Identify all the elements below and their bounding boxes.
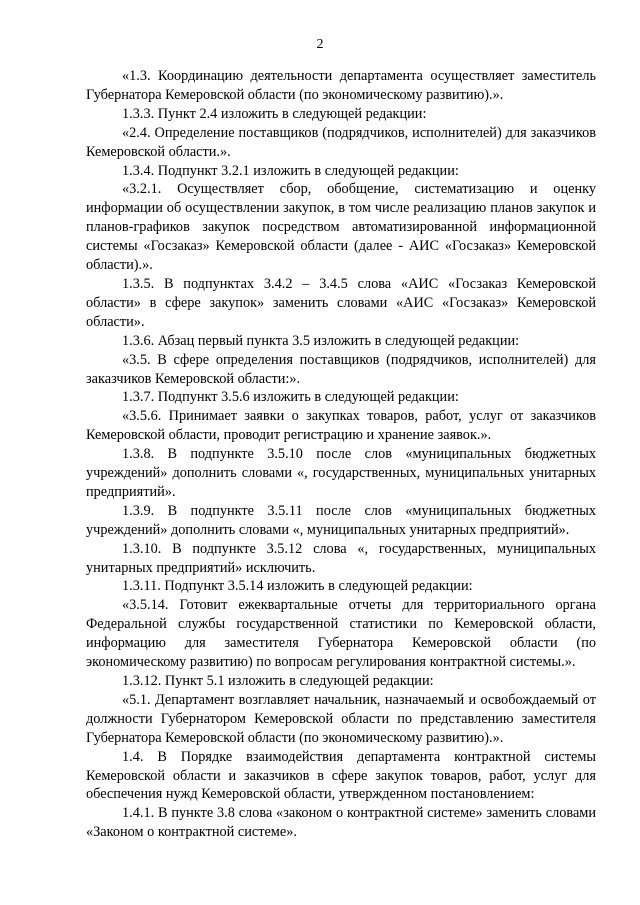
paragraph-1-3-coordination: «1.3. Координацию деятельности департамента осуществляет заместитель Губернатора Кемеровской области (по экономическому развитию).». xyxy=(86,68,596,103)
paragraph-3-5-14-quote: «3.5.14. Готовит ежеквартальные отчеты для территориального органа Федеральной службы государственной статистики по Кемеровской области, информацию для заместителя Губернатора Кемеровской области (по экономическому развитию) по вопросам регулирования контрактной системы.». xyxy=(86,597,596,671)
page-number: 2 xyxy=(316,37,324,52)
paragraph-1-3-3: 1.3.3. Пункт 2.4 изложить в следующей редакции: xyxy=(122,105,427,122)
paragraph-1-4-1: 1.4.1. В пункте 3.8 слова «законом о контрактной системе» заменить словами «Законом о контрактной системе». xyxy=(86,805,596,841)
document-body xyxy=(86,67,596,842)
paragraph-1-3-10: 1.3.10. В подпункте 3.5.12 слова «, государственных, муниципальных унитарных предприятий» исключить. xyxy=(86,540,596,576)
paragraph-2-4-quote: «2.4. Определение поставщиков (подрядчиков, исполнителей) для заказчиков Кемеровской области.». xyxy=(86,124,596,160)
paragraph-1-4: 1.4. В Порядке взаимодействия департамента контрактной системы Кемеровской области и заказчиков в сфере закупок товаров, работ, услуг для обеспечения нужд Кемеровской области, утвержденном постановлением: xyxy=(86,748,596,803)
paragraph-1-3-4: 1.3.4. Подпункт 3.2.1 изложить в следующей редакции: xyxy=(122,162,459,179)
paragraph-1-3-7: 1.3.7. Подпункт 3.5.6 изложить в следующей редакции: xyxy=(122,389,459,406)
paragraph-3-2-1-quote: «3.2.1. Осуществляет сбор, обобщение, систематизацию и оценку информации об осуществлении закупок, в том числе реализацию планов закупок и планов-графиков закупок посредством автоматизированной информационной системы «Госзаказ» Кемеровской области (далее - АИС «Госзаказ» Кемеровской области).». xyxy=(86,181,596,274)
paragraph-1-3-12: 1.3.12. Пункт 5.1 изложить в следующей редакции: xyxy=(122,673,434,689)
paragraph-1-3-6: 1.3.6. Абзац первый пункта 3.5 изложить в следующей редакции: xyxy=(122,332,520,349)
paragraph-3-5-6-quote: «3.5.6. Принимает заявки о закупках товаров, работ, услуг от заказчиков Кемеровской области, проводит регистрацию и хранение заявок.». xyxy=(86,408,596,444)
paragraph-1-3-8: 1.3.8. В подпункте 3.5.10 после слов «муниципальных бюджетных учреждений» дополнить словами «, государственных, муниципальных унитарных предприятий». xyxy=(86,446,596,500)
paragraph-5-1-quote: «5.1. Департамент возглавляет начальник, назначаемый и освобождаемый от должности Губернатором Кемеровской области по представлению заместителя Губернатора Кемеровской области (по экономическому развитию).». xyxy=(86,691,596,746)
paragraph-3-5-quote: «3.5. В сфере определения поставщиков (подрядчиков, исполнителей) для заказчиков Кемеровской области:». xyxy=(86,351,596,387)
paragraph-1-3-5: 1.3.5. В подпунктах 3.4.2 – 3.4.5 слова «АИС «Госзаказ Кемеровской области» в сфере закупок» заменить словами «АИС «Госзаказ» Кемеровской области». xyxy=(86,275,596,330)
paragraph-1-3-9: 1.3.9. В подпункте 3.5.11 после слов «муниципальных бюджетных учреждений» дополнить словами «, муниципальных унитарных предприятий». xyxy=(86,502,596,538)
paragraph-1-3-11: 1.3.11. Подпункт 3.5.14 изложить в следующей редакции: xyxy=(122,578,473,595)
